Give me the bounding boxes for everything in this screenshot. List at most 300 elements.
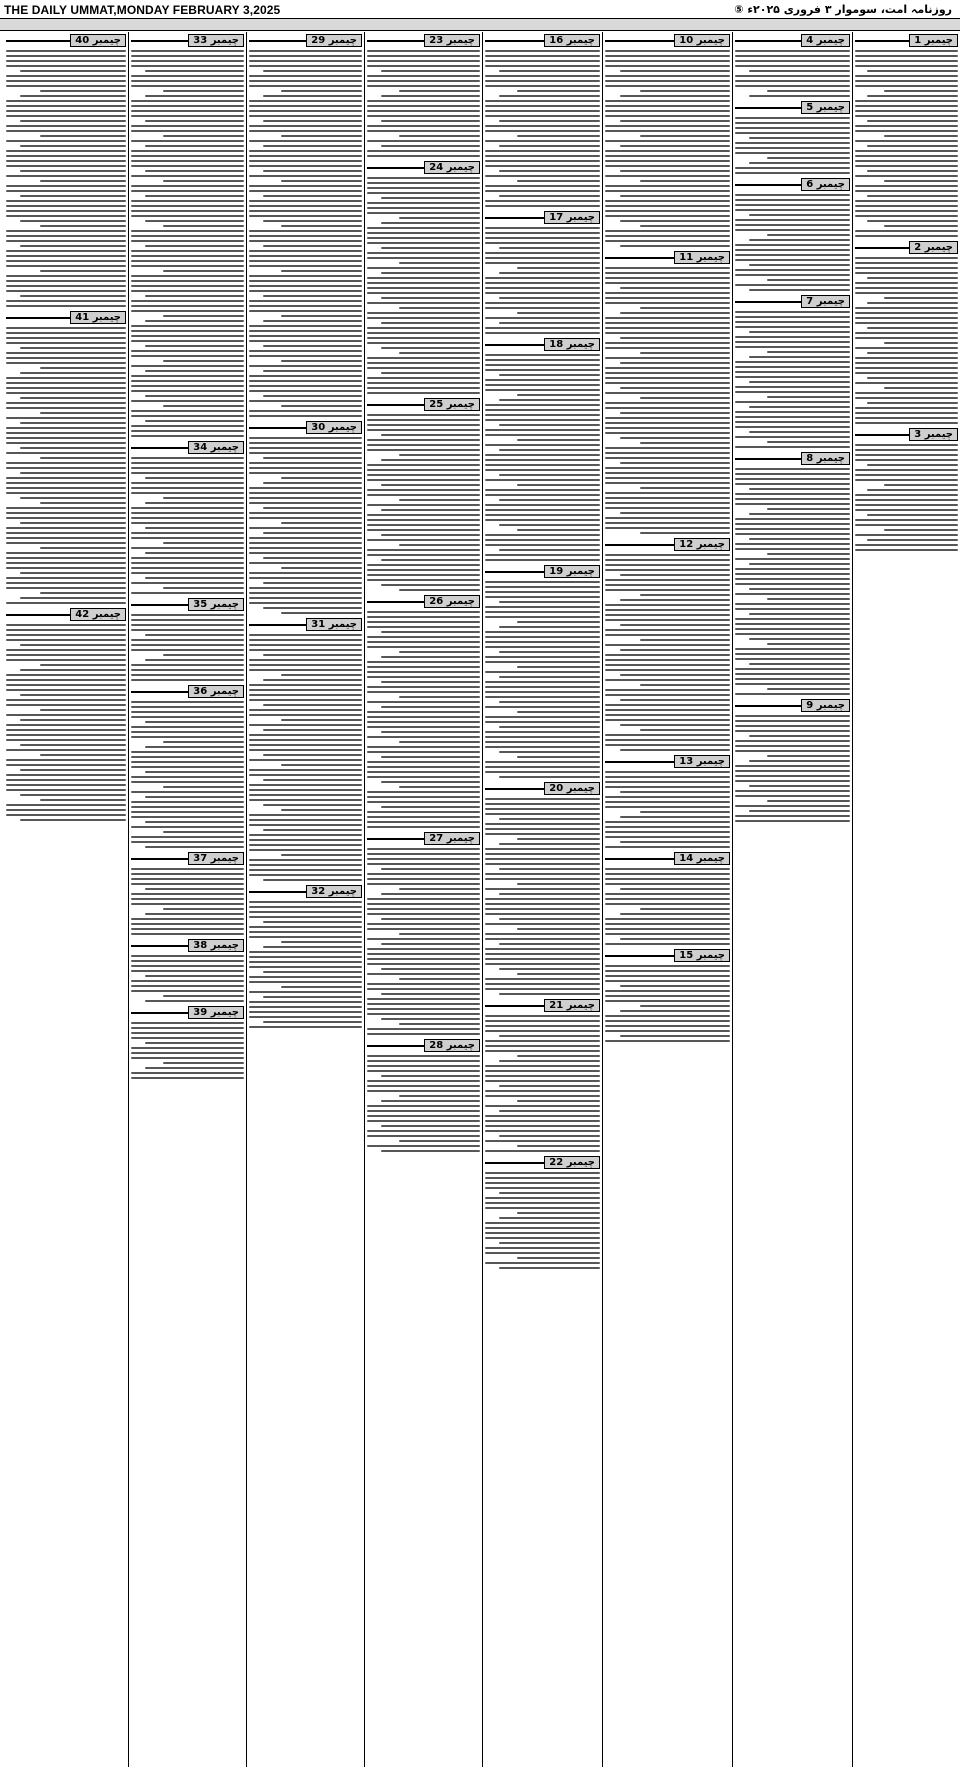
text-line (131, 731, 244, 733)
text-line (131, 868, 244, 870)
text-line (249, 849, 362, 851)
text-line (20, 372, 126, 374)
text-line (605, 836, 730, 838)
text-line (855, 175, 958, 177)
text-line (499, 1267, 600, 1269)
text-line (381, 322, 480, 324)
notice-body-text (605, 868, 730, 945)
chamber-number-badge: چیمبر 12 (674, 538, 730, 551)
text-line (249, 859, 362, 861)
text-line (605, 517, 730, 519)
text-line (249, 512, 362, 514)
text-line (605, 629, 730, 631)
notice-heading (485, 34, 600, 47)
text-line (485, 237, 600, 239)
text-line (40, 135, 126, 137)
chamber-number-badge: چیمبر 29 (306, 34, 362, 47)
text-line (367, 726, 480, 728)
text-line (367, 489, 480, 491)
text-line (6, 60, 126, 62)
text-line (367, 549, 480, 551)
text-line (620, 1035, 730, 1037)
text-line (6, 377, 126, 379)
text-line (6, 779, 126, 781)
notice-subject (131, 40, 188, 42)
text-line (281, 270, 362, 272)
text-line (249, 130, 362, 132)
text-line (620, 674, 730, 676)
text-line (367, 973, 480, 975)
text-line (6, 749, 126, 751)
notice-subject (249, 40, 306, 42)
text-line (605, 522, 730, 524)
text-line (855, 100, 958, 102)
text-line (281, 315, 362, 317)
text-line (620, 70, 730, 72)
text-line (6, 482, 126, 484)
notice-subject (6, 317, 70, 319)
text-line (6, 532, 126, 534)
text-line (867, 120, 958, 122)
text-line (855, 150, 958, 152)
text-line (6, 689, 126, 691)
text-line (20, 195, 126, 197)
text-line (367, 1145, 480, 1147)
chamber-number-badge: چیمبر 16 (544, 34, 600, 47)
column-4 (482, 32, 602, 1767)
text-line (620, 312, 730, 314)
text-line (367, 626, 480, 628)
text-line (605, 140, 730, 142)
text-line (884, 529, 958, 531)
text-line (605, 883, 730, 885)
text-line (735, 633, 850, 635)
text-line (767, 688, 850, 690)
text-line (499, 1085, 600, 1087)
chamber-number-badge: چیمبر 5 (801, 101, 850, 114)
text-line (485, 332, 600, 334)
notice-heading (485, 782, 600, 795)
text-line (485, 596, 600, 598)
notice-block (485, 211, 600, 334)
text-line (40, 180, 126, 182)
text-line (6, 674, 126, 676)
notice-block (485, 338, 600, 561)
text-line (735, 167, 850, 169)
notice-block (855, 241, 958, 424)
text-line (6, 265, 126, 267)
text-line (867, 464, 958, 466)
text-line (367, 1080, 480, 1082)
text-line (735, 715, 850, 717)
text-line (485, 858, 600, 860)
text-line (249, 906, 362, 908)
text-line (6, 50, 126, 52)
notice-block (367, 595, 480, 828)
text-line (20, 220, 126, 222)
text-line (131, 365, 244, 367)
text-line (605, 898, 730, 900)
text-line (605, 579, 730, 581)
text-line (249, 175, 362, 177)
text-line (367, 801, 480, 803)
text-line (485, 514, 600, 516)
notice-block (6, 311, 126, 604)
notice-block (131, 1006, 244, 1079)
notice-block (131, 441, 244, 594)
text-line (6, 210, 126, 212)
text-line (735, 147, 850, 149)
text-line (6, 275, 126, 277)
text-line (249, 472, 362, 474)
text-line (735, 254, 850, 256)
text-line (485, 1030, 600, 1032)
notice-subject (367, 601, 424, 603)
text-line (485, 140, 600, 142)
text-line (145, 746, 244, 748)
text-line (485, 903, 600, 905)
text-line (605, 402, 730, 404)
text-line (485, 1065, 600, 1067)
notice-body-text (6, 327, 126, 604)
text-line (855, 469, 958, 471)
notice-body-text (735, 468, 850, 695)
chamber-number-badge: چیمبر 31 (306, 618, 362, 631)
text-line (735, 578, 850, 580)
text-line (735, 416, 850, 418)
text-line (855, 267, 958, 269)
text-line (867, 302, 958, 304)
text-line (605, 497, 730, 499)
text-line (131, 965, 244, 967)
text-line (485, 1227, 600, 1229)
text-line (249, 739, 362, 741)
text-line (605, 417, 730, 419)
text-line (367, 232, 480, 234)
text-line (735, 683, 850, 685)
text-line (281, 941, 362, 943)
text-line (249, 55, 362, 57)
text-line (605, 1030, 730, 1032)
text-line (485, 504, 600, 506)
text-line (485, 125, 600, 127)
text-line (163, 741, 244, 743)
text-line (867, 539, 958, 541)
text-line (485, 469, 600, 471)
text-line (735, 603, 850, 605)
text-line (735, 693, 850, 695)
text-line (131, 726, 244, 728)
text-line (855, 105, 958, 107)
text-line (485, 611, 600, 613)
text-line (249, 255, 362, 257)
text-line (131, 115, 244, 117)
chamber-number-badge: چیمبر 18 (544, 338, 600, 351)
text-line (381, 656, 480, 658)
text-line (381, 459, 480, 461)
text-line (20, 744, 126, 746)
text-line (263, 804, 362, 806)
text-line (381, 372, 480, 374)
text-line (399, 651, 480, 653)
text-line (735, 523, 850, 525)
text-line (163, 360, 244, 362)
text-line (605, 165, 730, 167)
notice-subject (605, 761, 674, 763)
text-line (131, 644, 244, 646)
text-line (131, 200, 244, 202)
text-line (485, 1115, 600, 1117)
text-line (749, 289, 850, 291)
text-line (855, 50, 958, 52)
notice-subject (735, 40, 801, 42)
text-line (485, 1197, 600, 1199)
notice-subject (367, 404, 424, 406)
text-line (281, 360, 362, 362)
text-line (605, 781, 730, 783)
text-line (249, 1001, 362, 1003)
text-line (367, 963, 480, 965)
text-line (6, 255, 126, 257)
text-line (131, 756, 244, 758)
text-line (249, 981, 362, 983)
text-line (605, 367, 730, 369)
text-line (620, 574, 730, 576)
notice-heading (605, 251, 730, 264)
text-line (485, 898, 600, 900)
text-line (367, 898, 480, 900)
text-line (749, 331, 850, 333)
text-line (855, 397, 958, 399)
text-line (640, 1005, 730, 1007)
text-line (620, 462, 730, 464)
notice-block (367, 832, 480, 1035)
text-line (281, 135, 362, 137)
text-line (735, 668, 850, 670)
text-line (485, 262, 600, 264)
text-line (6, 734, 126, 736)
text-line (749, 488, 850, 490)
notice-body-text (855, 50, 958, 237)
text-line (640, 397, 730, 399)
chamber-number-badge: چیمبر 24 (424, 161, 480, 174)
text-line (605, 604, 730, 606)
text-line (145, 70, 244, 72)
notice-heading (249, 618, 362, 631)
text-line (20, 170, 126, 172)
text-line (6, 352, 126, 354)
text-line (749, 810, 850, 812)
text-line (367, 237, 480, 239)
text-line (485, 863, 600, 865)
notice-heading (249, 885, 362, 898)
text-line (620, 749, 730, 751)
text-line (249, 335, 362, 337)
chamber-number-badge: چیمبر 38 (188, 939, 244, 952)
text-line (640, 684, 730, 686)
text-line (605, 786, 730, 788)
text-line (485, 419, 600, 421)
text-line (249, 869, 362, 871)
text-line (6, 507, 126, 509)
chamber-number-badge: چیمبر 23 (424, 34, 480, 47)
text-line (367, 277, 480, 279)
text-line (855, 272, 958, 274)
text-line (249, 380, 362, 382)
text-line (381, 1125, 480, 1127)
text-line (367, 878, 480, 880)
text-line (249, 759, 362, 761)
notice-body-text (735, 311, 850, 448)
text-line (263, 320, 362, 322)
text-line (767, 643, 850, 645)
text-line (367, 362, 480, 364)
notice-heading (131, 34, 244, 47)
text-line (605, 554, 730, 556)
notice-subject (485, 217, 544, 219)
text-line (367, 676, 480, 678)
text-line (131, 1037, 244, 1039)
text-line (263, 729, 362, 731)
text-line (131, 751, 244, 753)
text-line (163, 180, 244, 182)
text-line (367, 666, 480, 668)
text-line (855, 85, 958, 87)
text-line (131, 1052, 244, 1054)
text-line (735, 55, 850, 57)
text-line (131, 175, 244, 177)
text-line (735, 528, 850, 530)
text-line (131, 325, 244, 327)
text-line (367, 292, 480, 294)
text-line (884, 180, 958, 182)
text-line (131, 140, 244, 142)
text-line (263, 654, 362, 656)
text-line (367, 636, 480, 638)
text-line (263, 195, 362, 197)
text-line (249, 462, 362, 464)
text-line (767, 508, 850, 510)
text-line (20, 794, 126, 796)
text-line (367, 479, 480, 481)
text-line (485, 873, 600, 875)
text-line (145, 370, 244, 372)
text-line (6, 105, 126, 107)
text-line (367, 439, 480, 441)
text-line (605, 240, 730, 242)
notice-body-text (249, 634, 362, 881)
text-line (131, 160, 244, 162)
notice-heading (367, 34, 480, 47)
text-line (517, 394, 600, 396)
text-line (855, 337, 958, 339)
text-line (640, 352, 730, 354)
text-line (855, 282, 958, 284)
text-line (249, 839, 362, 841)
text-line (249, 961, 362, 963)
text-line (6, 185, 126, 187)
text-line (6, 402, 126, 404)
text-line (499, 626, 600, 628)
text-line (367, 414, 480, 416)
text-line (485, 731, 600, 733)
text-line (249, 734, 362, 736)
text-line (249, 649, 362, 651)
text-line (605, 704, 730, 706)
text-line (485, 175, 600, 177)
text-line (131, 310, 244, 312)
text-line (263, 395, 362, 397)
text-line (499, 524, 600, 526)
text-line (605, 452, 730, 454)
text-line (131, 335, 244, 337)
text-line (485, 277, 600, 279)
chamber-number-badge: چیمبر 20 (544, 782, 600, 795)
text-line (855, 55, 958, 57)
text-line (6, 679, 126, 681)
notice-block (485, 565, 600, 778)
text-line (855, 392, 958, 394)
notice-heading (131, 939, 244, 952)
text-line (367, 686, 480, 688)
text-line (367, 1065, 480, 1067)
text-line (6, 639, 126, 641)
text-line (367, 958, 480, 960)
text-line (605, 477, 730, 479)
text-line (131, 761, 244, 763)
chamber-number-badge: چیمبر 37 (188, 852, 244, 865)
notice-block (131, 685, 244, 848)
chamber-number-badge: چیمبر 34 (188, 441, 244, 454)
text-line (517, 756, 600, 758)
text-line (605, 432, 730, 434)
text-line (485, 963, 600, 965)
notice-subject (6, 614, 70, 616)
text-line (367, 332, 480, 334)
text-line (20, 472, 126, 474)
text-line (249, 442, 362, 444)
text-line (40, 367, 126, 369)
text-line (485, 631, 600, 633)
notice-body-text (605, 965, 730, 1042)
text-line (735, 341, 850, 343)
text-line (399, 933, 480, 935)
notice-block (605, 949, 730, 1042)
notice-heading (6, 34, 126, 47)
text-line (6, 230, 126, 232)
text-line (131, 380, 244, 382)
text-line (367, 574, 480, 576)
text-line (131, 155, 244, 157)
text-line (620, 387, 730, 389)
text-line (517, 1145, 600, 1147)
text-line (735, 321, 850, 323)
text-line (605, 422, 730, 424)
text-line (249, 325, 362, 327)
text-line (735, 648, 850, 650)
text-line (131, 955, 244, 957)
text-line (367, 953, 480, 955)
text-line (6, 140, 126, 142)
text-line (249, 659, 362, 661)
notice-block (605, 755, 730, 848)
text-line (263, 482, 362, 484)
text-line (131, 435, 244, 437)
text-line (249, 487, 362, 489)
text-line (749, 214, 850, 216)
notice-heading (485, 211, 600, 224)
text-line (620, 985, 730, 987)
